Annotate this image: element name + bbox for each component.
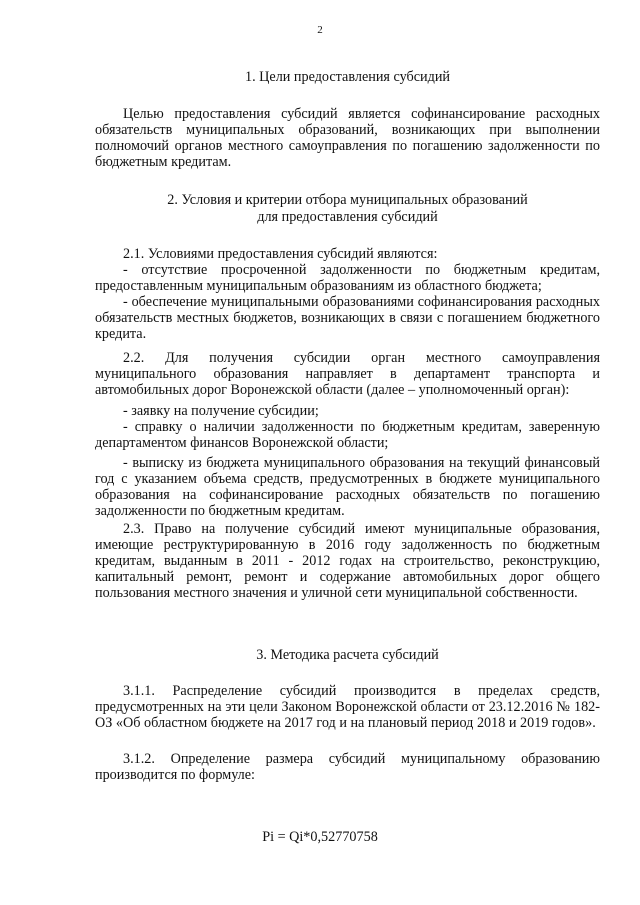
document-debt-certificate: - справку о наличии задолженности по бюджетным кредитам, заверенную департаментом финансов Воронежской области; — [95, 419, 600, 451]
condition-no-overdue-debt: - отсутствие просроченной задолженности по бюджетным кредитам, предоставленным муниципальным образованиям из областного бюджета; — [95, 262, 600, 294]
clause-3-1-2: 3.1.2. Определение размера субсидий муниципальному образованию производится по формуле: — [95, 751, 600, 783]
section-3-heading: 3. Методика расчета субсидий — [256, 647, 439, 663]
clause-2-1: 2.1. Условиями предоставления субсидий являются: — [123, 246, 438, 262]
section-2-heading-line-2: для предоставления субсидий — [257, 209, 438, 225]
clause-2-2: 2.2. Для получения субсидии орган местного самоуправления муниципального образования направляет в департамент транспорта и автомобильных дорог Воронежской области (далее – уполномоченный орган): — [95, 350, 600, 398]
section-1-heading: 1. Цели предоставления субсидий — [244, 69, 451, 85]
section-1-paragraph: Целью предоставления субсидий является софинансирование расходных обязательств муниципальных образований, возникающих при выполнении полномочий органов местного самоуправления по погашению задолженности по бюджетным кредитам. — [95, 106, 600, 170]
subsidy-formula: Pi = Qi*0,52770758 — [262, 829, 378, 845]
condition-cofinancing: - обеспечение муниципальными образованиями софинансирования расходных обязательств местных бюджетов, возникающих в связи с погашением бюджетного кредита. — [95, 294, 600, 342]
clause-3-1-1: 3.1.1. Распределение субсидий производится в пределах средств, предусмотренных на эти цели Законом Воронежской области от 23.12.2016 № 182-ОЗ «Об областном бюджете на 2017 год и на плановый период 2018 и 2019 годов». — [95, 683, 600, 731]
section-2-heading-line-1: 2. Условия и критерии отбора муниципальных образований — [167, 192, 528, 208]
clause-2-3: 2.3. Право на получение субсидий имеют муниципальные образования, имеющие реструктурированную в 2016 году задолженность по бюджетным кредитам, выданным в 2011 - 2012 годах на строительство, реконструкцию, капитальный ремонт, ремонт и содержание автомобильных дорог общего пользования местного значения и уличной сети муниципальной собственности. — [95, 521, 600, 601]
document-budget-extract: - выписку из бюджета муниципального образования на текущий финансовый год с указанием объема средств, предусмотренных в бюджете муниципального образования на софинансирование расходных обязательств по погашению задолженности по бюджетным кредитам. — [95, 455, 600, 519]
page-number: 2 — [317, 24, 323, 36]
document-application: - заявку на получение субсидии; — [123, 403, 319, 419]
